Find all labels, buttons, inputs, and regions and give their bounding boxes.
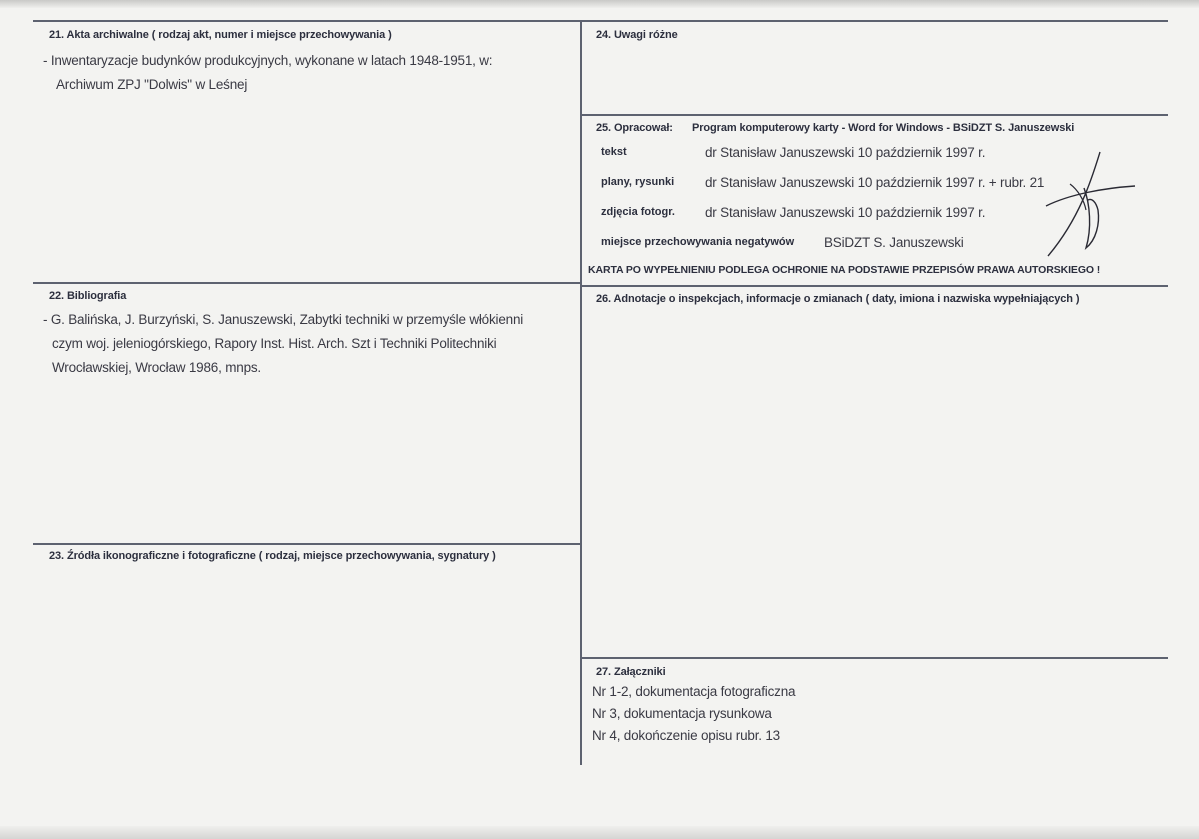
section-25-row-value-text: dr Stanisław Januszewski 10 październik 1997 r. — [705, 145, 986, 160]
section-21-line-2: Archiwum ZPJ "Dolwis" w Leśnej — [56, 77, 248, 92]
section-21-heading: 21. Akta archiwalne ( rodzaj akt, numer i miejsce przechowywania ) — [49, 29, 392, 41]
section-22-line-1: - G. Balińska, J. Burzyński, S. Januszewski, Zabytki techniki w przemyśle włókienni — [43, 312, 524, 327]
section-22-line-3: Wrocławskiej, Wrocław 1986, mnps. — [52, 360, 261, 375]
section-27-line-3: Nr 4, dokończenie opisu rubr. 13 — [592, 728, 780, 743]
section-25-row-label-text: tekst — [601, 146, 627, 158]
section-25-heading-value: Program komputerowy karty - Word for Windows - BSiDZT S. Januszewski — [692, 122, 1075, 134]
section-22-heading: 22. Bibliografia — [49, 290, 127, 302]
rule-center — [580, 20, 582, 765]
rule-right-3 — [580, 657, 1168, 659]
section-25-row-value-photos: dr Stanisław Januszewski 10 październik 1997 r. — [705, 205, 986, 220]
section-27-heading: 27. Załączniki — [596, 666, 666, 678]
section-21-line-1: - Inwentaryzacje budynków produkcyjnych, wykonane w latach 1948-1951, w: — [43, 53, 493, 68]
section-22-line-2: czym woj. jeleniogórskiego, Rapory Inst. Hist. Arch. Szt i Techniki Politechniki — [52, 336, 497, 351]
section-24-heading: 24. Uwagi różne — [596, 29, 678, 41]
rule-right-1 — [580, 114, 1168, 116]
section-27-line-1: Nr 1-2, dokumentacja fotograficzna — [592, 684, 796, 699]
rule-right-2 — [580, 285, 1168, 287]
rule-top — [33, 20, 1168, 22]
scan-bottom-edge — [0, 826, 1199, 839]
rule-left-2 — [33, 543, 581, 545]
section-25-row-label-plans: plany, rysunki — [601, 176, 675, 188]
section-23-heading: 23. Źródła ikonograficzne i fotograficzne ( rodzaj, miejsce przechowywania, sygnatury ) — [49, 550, 496, 562]
section-25-row-label-photos: zdjęcia fotogr. — [601, 206, 675, 218]
section-25-row-value-plans: dr Stanisław Januszewski 10 październik 1997 r. + rubr. 21 — [705, 175, 1045, 190]
copyright-notice: KARTA PO WYPEŁNIENIU PODLEGA OCHRONIE NA PODSTAWIE PRZEPISÓW PRAWA AUTORSKIEGO ! — [588, 264, 1101, 276]
scan-top-edge — [0, 0, 1199, 8]
rule-left-1 — [33, 282, 581, 284]
section-26-heading: 26. Adnotacje o inspekcjach, informacje o zmianach ( daty, imiona i nazwiska wypełniających ) — [596, 293, 1080, 305]
section-25-row-label-negatives: miejsce przechowywania negatywów — [601, 236, 795, 248]
section-27-line-2: Nr 3, dokumentacja rysunkowa — [592, 706, 772, 721]
section-25-heading-label: 25. Opracował: — [596, 122, 673, 134]
handwritten-signature — [1040, 148, 1140, 258]
section-25-row-value-negatives: BSiDZT S. Januszewski — [824, 235, 964, 250]
